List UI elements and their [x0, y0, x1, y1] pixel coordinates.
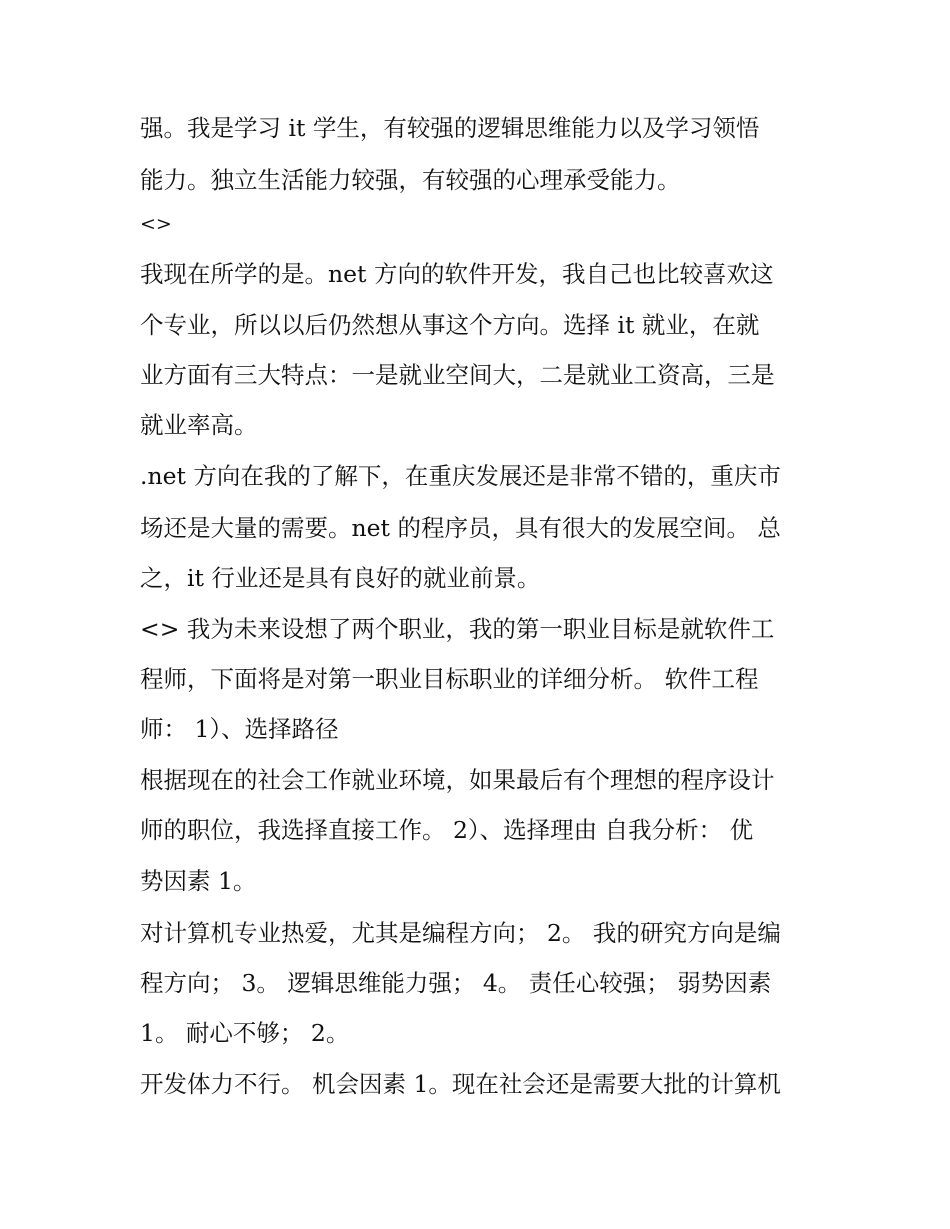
text-line: 强。我是学习 it 学生，有较强的逻辑思维能力以及学习领悟 — [140, 114, 760, 142]
text-line: 对计算机专业热爱，尤其是编程方向； 2。 我的研究方向是编 — [140, 919, 781, 947]
text-line: <> 我为未来设想了两个职业，我的第一职业目标是就软件工 — [140, 615, 775, 643]
text-line: 场还是大量的需要。net 的程序员，具有很大的发展空间。 总 — [140, 514, 781, 542]
text-line: 程方向； 3。 逻辑思维能力强； 4。 责任心较强； 弱势因素 — [140, 969, 772, 997]
text-line: 开发体力不行。 机会因素 1。现在社会还是需要大批的计算机 — [140, 1070, 781, 1098]
text-line: 能力。独立生活能力较强，有较强的心理承受能力。 — [140, 166, 681, 194]
text-line: 根据现在的社会工作就业环境，如果最后有个理想的程序设计 — [140, 766, 775, 794]
text-line: 业方面有三大特点：一是就业空间大，二是就业工资高，三是 — [140, 361, 775, 389]
text-line: 1。 耐心不够； 2。 — [140, 1019, 350, 1047]
text-line: 个专业，所以以后仍然想从事这个方向。选择 it 就业，在就 — [140, 311, 760, 339]
text-line: 之，it 行业还是具有良好的就业前景。 — [140, 564, 541, 592]
text-line: .net 方向在我的了解下，在重庆发展还是非常不错的，重庆市 — [140, 462, 781, 490]
text-line: 程师，下面将是对第一职业目标职业的详细分析。 软件工程 — [140, 665, 759, 693]
text-line: 我现在所学的是。net 方向的软件开发，我自己也比较喜欢这 — [140, 260, 774, 288]
text-line: 师的职位，我选择直接工作。 2）、选择理由 自我分析： 优 — [140, 816, 754, 844]
text-line: 就业率高。 — [140, 411, 258, 439]
text-line: 势因素 1。 — [140, 867, 257, 895]
text-line: <> — [140, 213, 172, 235]
text-line: 师： 1）、选择路径 — [140, 715, 339, 743]
